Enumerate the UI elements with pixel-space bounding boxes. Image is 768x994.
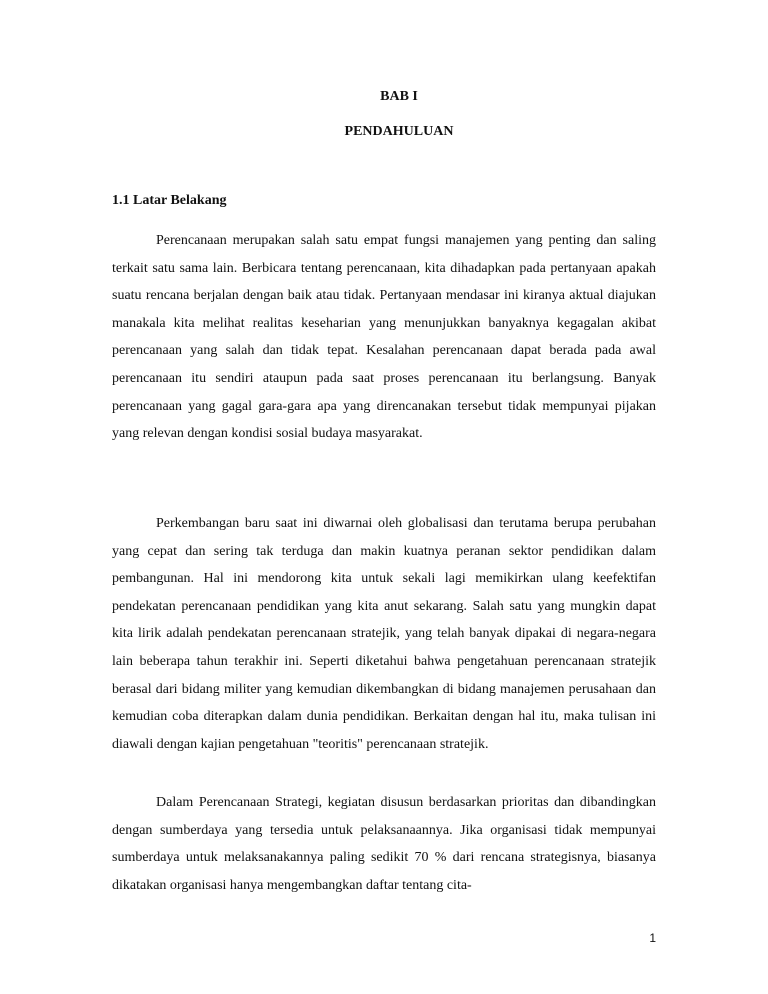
page-number: 1 <box>649 931 656 945</box>
paragraph-3: Dalam Perencanaan Strategi, kegiatan disusun berdasarkan prioritas dan dibandingkan dengan sumberdaya yang tersedia untuk pelaksanaannya. Jika organisasi tidak mempunyai sumberdaya untuk melaksanakannya paling sedikit 70 % dari rencana strategisnya, biasanya dikatakan organisasi hanya mengembangkan daftar tentang cita- <box>112 795 656 893</box>
paragraph-2: Perkembangan baru saat ini diwarnai oleh globalisasi dan terutama berupa perubahan yang cepat dan sering tak terduga dan makin kuatnya peranan sektor pendidikan dalam pembangunan. Hal ini mendorong kita untuk sekali lagi memikirkan ulang keefektifan pendekatan perencanaan pendidikan yang kita anut sekarang. Salah satu yang mungkin dapat kita lirik adalah pendekatan perencanaan stratejik, yang telah banyak dipakai di negara-negara lain beberapa tahun terakhir ini. Seperti diketahui bahwa pengetahuan perencanaan stratejik berasal dari bidang militer yang kemudian dikembangkan di bidang manajemen perusahaan dan kemudian coba diterapkan dalam dunia pendidikan. Berkaitan dengan hal itu, maka tulisan ini diawali dengan kajian pengetahuan "teoritis" perencanaan stratejik. <box>112 516 656 752</box>
section-heading: 1.1 Latar Belakang <box>112 193 227 208</box>
chapter-title: PENDAHULUAN <box>344 124 454 139</box>
paragraph-1: Perencanaan merupakan salah satu empat fungsi manajemen yang penting dan saling terkait satu sama lain. Berbicara tentang perencanaan, kita dihadapkan pada pertanyaan apakah suatu rencana berjalan dengan baik atau tidak. Pertanyaan mendasar ini kiranya aktual diajukan manakala kita melihat realitas keseharian yang menunjukkan banyaknya kegagalan akibat perencanaan yang salah dan tidak tepat. Kesalahan perencanaan dapat berada pada awal perencanaan itu sendiri ataupun pada saat proses perencanaan itu berlangsung. Banyak perencanaan yang gagal gara-gara apa yang direncanakan tersebut tidak mempunyai pijakan yang relevan dengan kondisi sosial budaya masyarakat. <box>112 233 656 442</box>
chapter-number: BAB I <box>380 89 418 104</box>
